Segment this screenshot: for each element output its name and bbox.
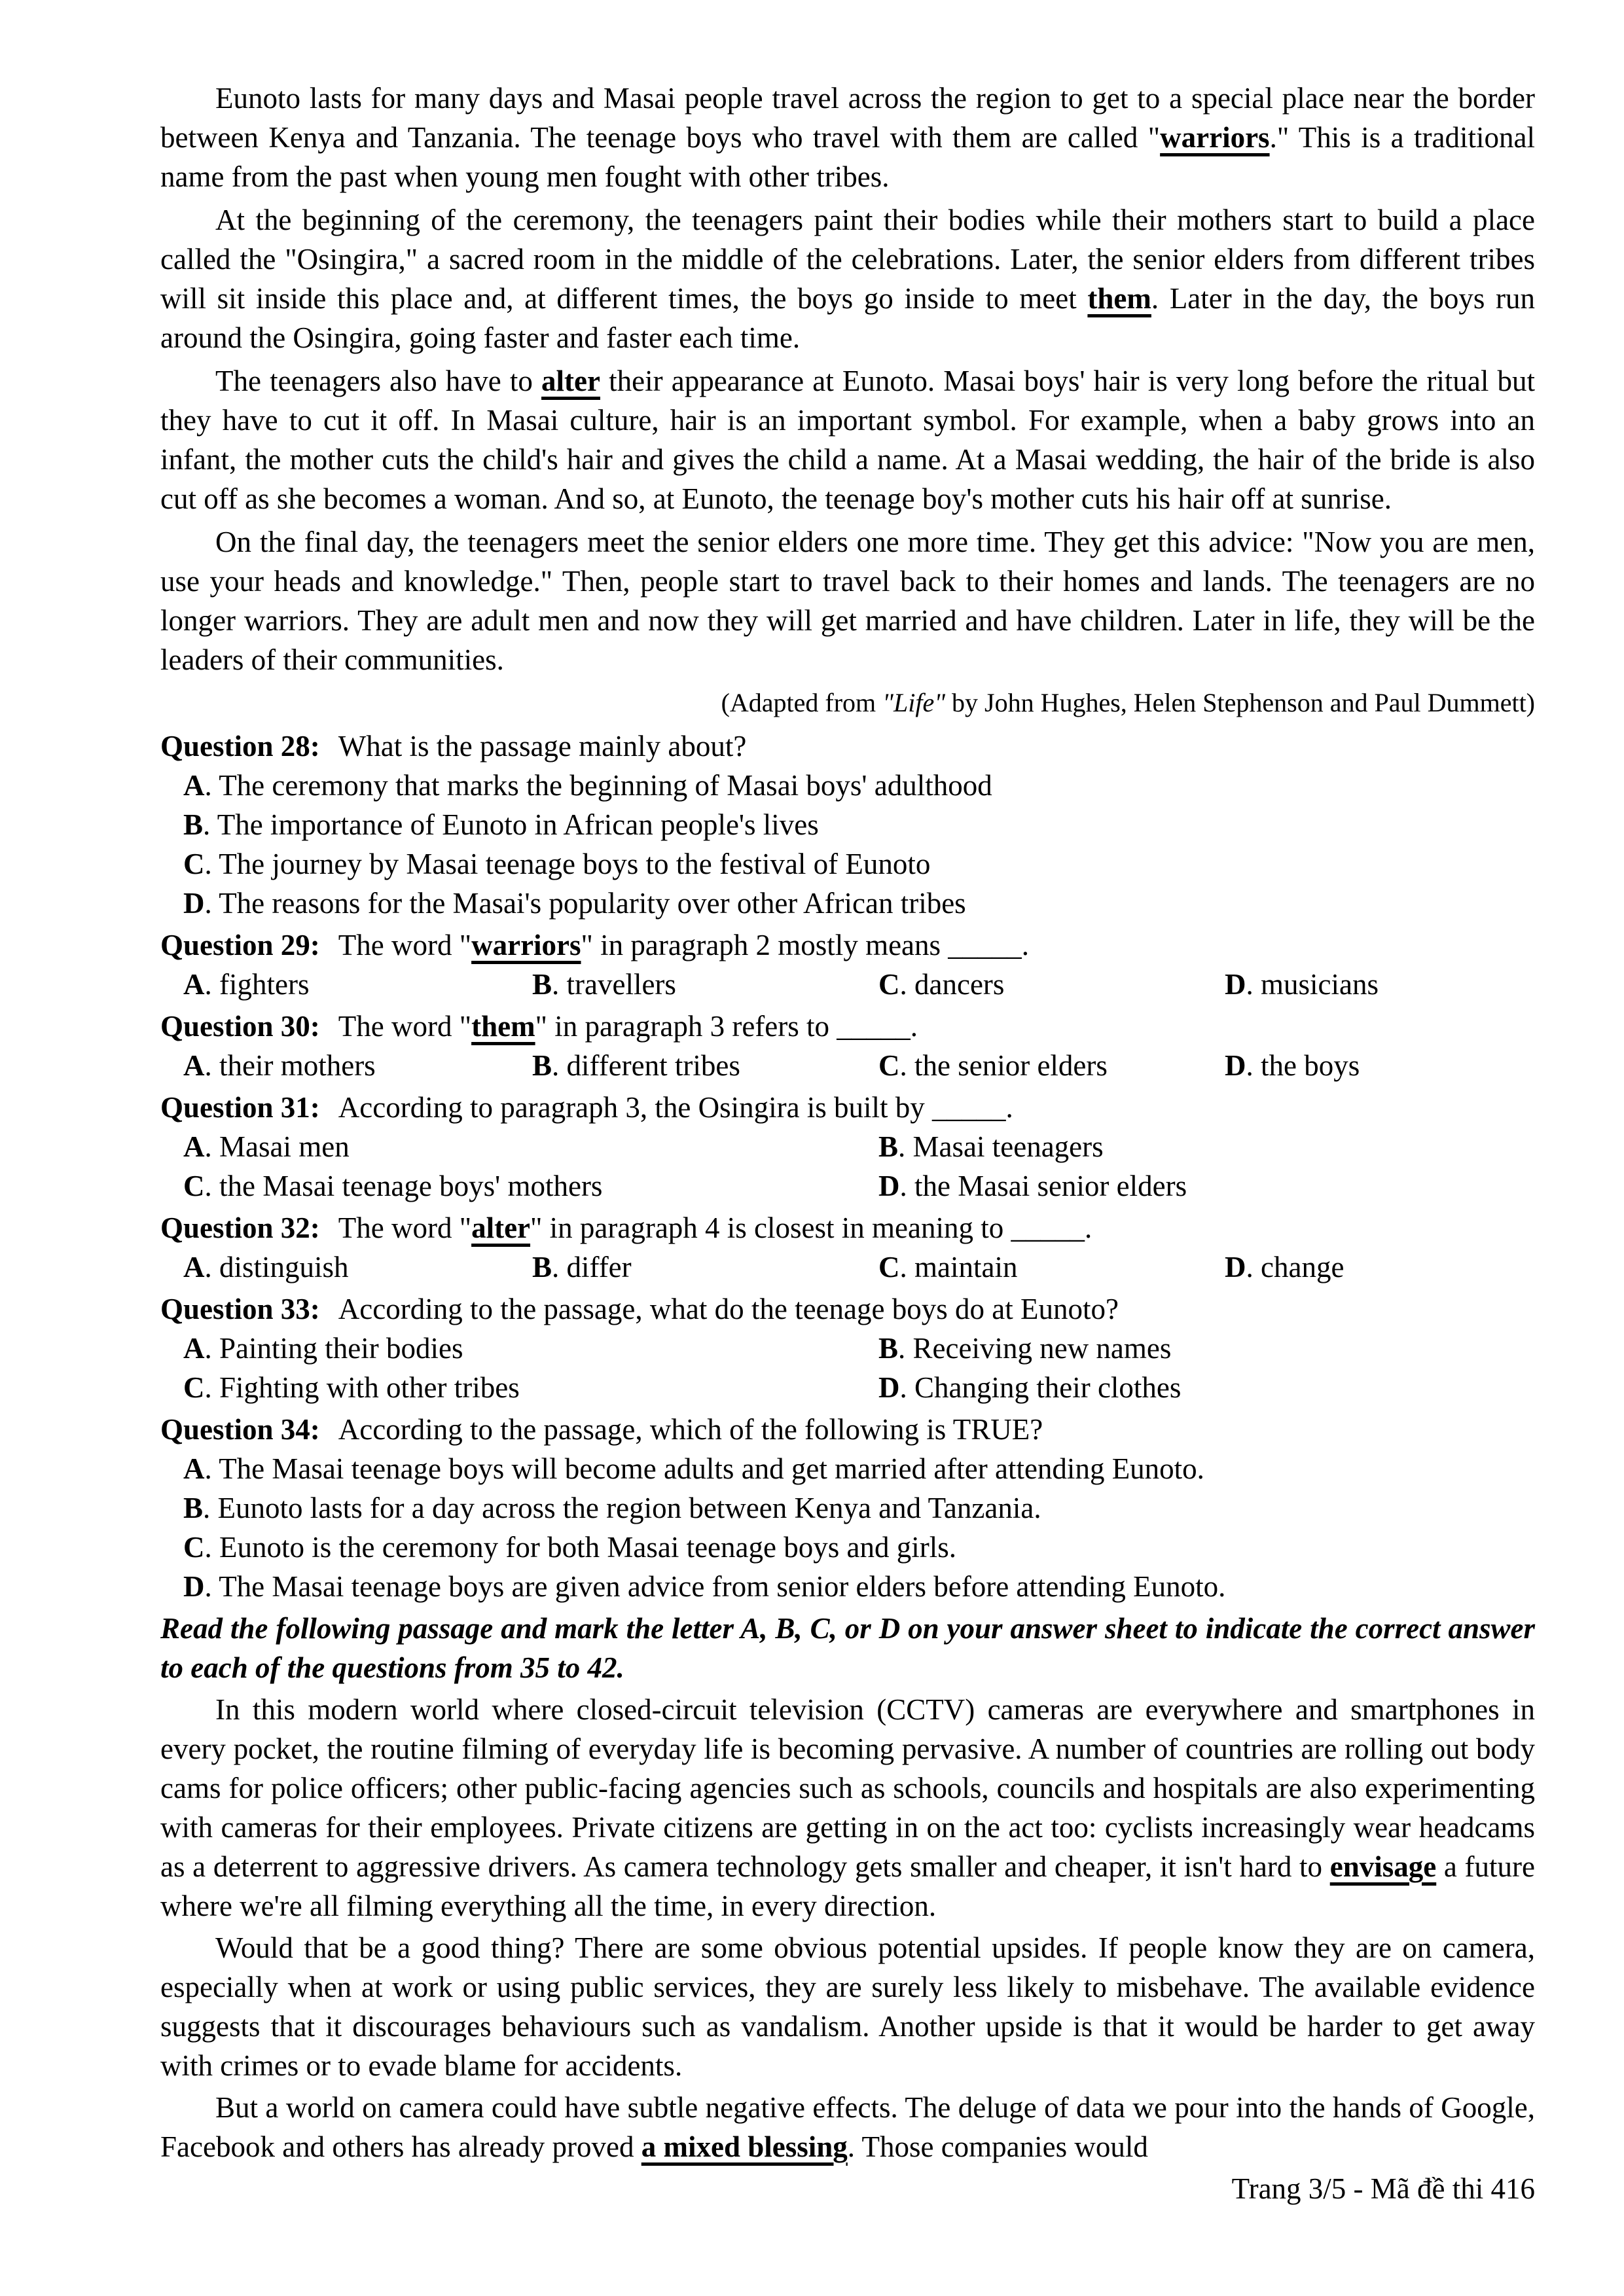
question-33-options [183,1329,1535,1407]
question-28-option-a [183,766,1535,805]
option-text: different tribes [566,1049,740,1082]
option-separator: . [898,1332,913,1365]
question-31-text: According to paragraph 3, the Osingira is built by _____. [338,1091,1013,1124]
question-section-1 [160,726,1535,1606]
passage1-paragraph-3: The teenagers also have to alter their appearance at Eunoto. Masai boys' hair is very long before the ritual but they have to cut it off. In Masai culture, hair is an important symbol. For example, when a baby grows into an infant, the mother cuts the child's hair and gives the child a name. At a Masai wedding, the hair of the bride is also cut off as she becomes a woman. And so, at Eunoto, the teenage boy's mother cuts his hair off at sunrise. [160,365,1535,515]
option-separator: . [1246,968,1261,1001]
option-letter: D [878,1371,900,1404]
option-letter: A [183,1251,205,1283]
reading-passage-1 [160,79,1535,723]
option-text: The Masai teenage boys will become adults and get married after attending Eunoto. [219,1452,1204,1485]
option-letter: D [1225,1251,1246,1283]
option-separator: . [552,1049,567,1082]
question-32-option-b [532,1247,878,1287]
page-content [160,79,1535,2208]
passage2-paragraph-2: Would that be a good thing? There are some obvious potential upsides. If people know they are on camera, especially when at work or using public services, they are surely less likely to misbehave. The available evidence suggests that it discourages behaviours such as vandalism. Another upside is that it would be harder to get away with crimes or to evade blame for accidents. [160,1931,1535,2082]
option-separator: . [204,887,219,920]
option-text: the senior elders [914,1049,1108,1082]
option-letter: B [183,1492,204,1524]
question-33-option-d [878,1368,1535,1407]
option-text: Eunoto lasts for a day across the region between Kenya and Tanzania. [217,1492,1041,1524]
page-footer [160,2169,1535,2208]
question-33-option-c [183,1368,878,1407]
option-separator: . [204,1452,219,1485]
option-separator: . [203,808,217,841]
question-33-text: According to the passage, what do the teenage boys do at Eunoto? [338,1293,1119,1325]
option-separator: . [899,1170,914,1202]
option-letter: C [183,1531,205,1564]
question-31-option-b [878,1127,1535,1166]
option-separator: . [552,968,567,1001]
option-letter: B [532,1049,552,1082]
question-34-text: According to the passage, which of the following is TRUE? [338,1413,1043,1446]
question-28-option-c [183,844,1535,884]
question-30-options [183,1046,1535,1085]
question-32-option-d [1225,1247,1535,1287]
question-29-text: The word "warriors" in paragraph 2 mostly means _____. [338,929,1030,961]
question-30-option-c [878,1046,1225,1085]
option-text: Masai teenagers [912,1130,1104,1163]
option-text: The reasons for the Masai's popularity over other African tribes [219,887,966,920]
option-separator: . [204,848,219,880]
option-letter: A [183,1332,205,1365]
passage2-paragraph-3: But a world on camera could have subtle negative effects. The deluge of data we pour into the hands of Google, Facebook and others has already proved a mixed blessing. Those companies would [160,2091,1535,2163]
question-31 [160,1088,1535,1206]
option-letter: D [1225,1049,1246,1082]
option-text: change [1261,1251,1344,1283]
option-letter: D [183,887,205,920]
option-text: the Masai senior elders [914,1170,1187,1202]
page-number-label: Trang 3/5 - Mã đề thi 416 [1231,2172,1535,2205]
question-33-option-b [878,1329,1535,1368]
option-text: The importance of Eunoto in African people's lives [217,808,819,841]
option-separator: . [203,1492,218,1524]
option-text: dancers [914,968,1005,1001]
option-letter: B [532,1251,552,1283]
question-33-label: Question 33: [160,1293,320,1325]
question-28 [160,726,1535,923]
question-29-label: Question 29: [160,929,320,961]
option-separator: . [204,1251,219,1283]
option-separator: . [204,1371,219,1404]
option-text: maintain [914,1251,1018,1283]
question-28-options [183,766,1535,923]
option-letter: B [532,968,552,1001]
question-29 [160,925,1535,1004]
option-separator: . [899,1371,914,1404]
option-letter: D [1225,968,1246,1001]
option-text: the Masai teenage boys' mothers [219,1170,603,1202]
option-text: Painting their bodies [219,1332,463,1365]
option-text: fighters [219,968,310,1001]
section-instruction: Read the following passage and mark the letter A, B, C, or D on your answer sheet to indicate the correct answer to each of the questions from 35 to 42. [160,1612,1535,1684]
question-32-option-a [183,1247,532,1287]
option-letter: D [878,1170,900,1202]
question-31-option-d [878,1166,1535,1206]
question-32 [160,1208,1535,1287]
question-29-option-b [532,965,878,1004]
option-text: Changing their clothes [914,1371,1182,1404]
option-letter: C [878,968,900,1001]
question-32-text: The word "alter" in paragraph 4 is closest in meaning to _____. [338,1211,1092,1244]
option-letter: C [878,1049,900,1082]
question-28-text: What is the passage mainly about? [338,730,747,762]
option-separator: . [204,769,219,802]
question-32-option-c [878,1247,1225,1287]
question-33 [160,1289,1535,1407]
question-28-option-b [183,805,1535,844]
question-33-option-a [183,1329,878,1368]
question-28-label: Question 28: [160,730,320,762]
question-34-label: Question 34: [160,1413,320,1446]
passage1-attribution: (Adapted from "Life" by John Hughes, Helen Stephenson and Paul Dummett) [721,688,1535,717]
passage1-paragraph-2: At the beginning of the ceremony, the teenagers paint their bodies while their mothers start to build a place called the "Osingira," a sacred room in the middle of the celebrations. Later, the senior elders from different tribes will sit inside this place and, at different times, the boys go inside to meet them. Later in the day, the boys run around the Osingira, going faster and faster each time. [160,204,1535,354]
option-letter: C [183,1371,205,1404]
option-text: Fighting with other tribes [219,1371,520,1404]
option-letter: A [183,1130,205,1163]
question-28-option-d [183,884,1535,923]
question-31-option-c [183,1166,878,1206]
option-letter: A [183,1452,205,1485]
option-text: the boys [1261,1049,1360,1082]
option-text: travellers [566,968,676,1001]
question-30 [160,1007,1535,1085]
option-text: their mothers [219,1049,376,1082]
question-30-option-a [183,1046,532,1085]
option-separator: . [899,968,914,1001]
option-text: The ceremony that marks the beginning of Masai boys' adulthood [219,769,992,802]
question-29-option-a [183,965,532,1004]
option-letter: C [878,1251,900,1283]
option-separator: . [899,1251,914,1283]
option-separator: . [552,1251,567,1283]
option-text: differ [566,1251,632,1283]
reading-passage-2 [160,1690,1535,2166]
option-text: Eunoto is the ceremony for both Masai teenage boys and girls. [219,1531,956,1564]
passage2-paragraph-1: In this modern world where closed-circuit television (CCTV) cameras are everywhere and smartphones in every pocket, the routine filming of everyday life is becoming pervasive. A number of countries are rolling out body cams for police officers; other public-facing agencies such as schools, councils and hospitals are also experimenting with cameras for their employees. Private citizens are getting in on the act too: cyclists increasingly wear headcams as a deterrent to aggressive drivers. As camera technology gets smaller and cheaper, it isn't hard to envisage a future where we're all filming everything all the time, in every direction. [160,1693,1535,1922]
option-separator: . [204,1130,219,1163]
option-separator: . [204,1332,219,1365]
option-separator: . [204,1531,219,1564]
option-letter: A [183,769,205,802]
question-34-option-c [183,1528,1535,1567]
question-31-option-a [183,1127,878,1166]
option-separator: . [1246,1251,1261,1283]
option-separator: . [899,1049,914,1082]
option-separator: . [204,1570,219,1603]
option-separator: . [1246,1049,1261,1082]
passage1-paragraph-4: On the final day, the teenagers meet the senior elders one more time. They get this advice: "Now you are men, use your heads and knowledge." Then, people start to travel back to their homes and lands. The teenagers are no longer warriors. They are adult men and now they will get married and have children. Later in life, they will be the leaders of their communities. [160,526,1535,676]
question-30-label: Question 30: [160,1010,320,1043]
option-separator: . [204,1170,219,1202]
option-separator: . [204,1049,219,1082]
option-text: Receiving new names [912,1332,1172,1365]
question-34-options [183,1449,1535,1606]
option-letter: B [878,1130,899,1163]
option-letter: D [183,1570,205,1603]
option-separator: . [204,968,219,1001]
option-text: Masai men [219,1130,350,1163]
question-34 [160,1410,1535,1606]
option-text: The Masai teenage boys are given advice from senior elders before attending Eunoto. [219,1570,1226,1603]
option-letter: C [183,848,205,880]
option-letter: C [183,1170,205,1202]
option-text: distinguish [219,1251,349,1283]
question-34-option-b [183,1488,1535,1528]
question-32-label: Question 32: [160,1211,320,1244]
option-letter: A [183,1049,205,1082]
question-30-option-b [532,1046,878,1085]
option-text: The journey by Masai teenage boys to the festival of Eunoto [219,848,931,880]
option-letter: B [878,1332,899,1365]
question-29-option-d [1225,965,1535,1004]
question-31-options [183,1127,1535,1206]
question-29-option-c [878,965,1225,1004]
option-letter: B [183,808,204,841]
question-30-option-d [1225,1046,1535,1085]
question-29-options [183,965,1535,1004]
question-30-text: The word "them" in paragraph 3 refers to _____. [338,1010,918,1043]
question-34-option-a [183,1449,1535,1488]
question-31-label: Question 31: [160,1091,320,1124]
question-32-options [183,1247,1535,1287]
option-separator: . [898,1130,913,1163]
option-letter: A [183,968,205,1001]
passage1-paragraph-1: Eunoto lasts for many days and Masai people travel across the region to get to a special place near the border between Kenya and Tanzania. The teenage boys who travel with them are called "warriors." This is a traditional name from the past when young men fought with other tribes. [160,82,1535,193]
question-34-option-d [183,1567,1535,1606]
option-text: musicians [1261,968,1379,1001]
